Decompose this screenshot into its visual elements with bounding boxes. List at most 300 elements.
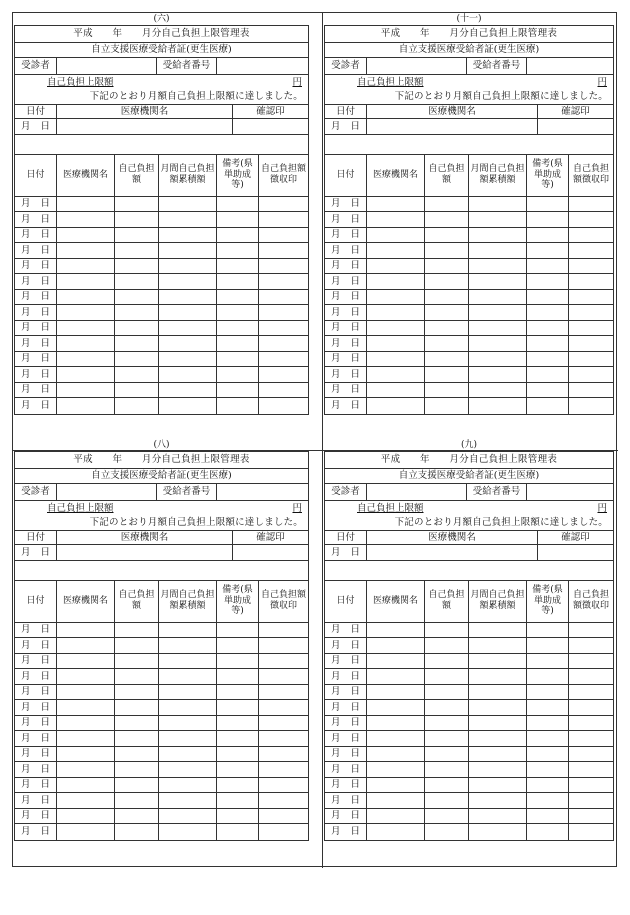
row-seal-cell[interactable] bbox=[259, 243, 308, 258]
row-cumulative-cell[interactable] bbox=[159, 762, 217, 777]
row-remarks-cell[interactable] bbox=[527, 352, 569, 367]
row-seal-cell[interactable] bbox=[569, 197, 613, 212]
row-seal-cell[interactable] bbox=[569, 762, 613, 777]
row-remarks-cell[interactable] bbox=[217, 274, 259, 289]
row-date-cell[interactable]: 月 日 bbox=[325, 259, 367, 274]
row-cumulative-cell[interactable] bbox=[159, 259, 217, 274]
row-copay-cell[interactable] bbox=[115, 259, 159, 274]
confirm-seal-cell[interactable] bbox=[233, 545, 308, 560]
row-date-cell[interactable]: 月 日 bbox=[325, 398, 367, 414]
row-date-cell[interactable]: 月 日 bbox=[325, 623, 367, 638]
row-cumulative-cell[interactable] bbox=[159, 669, 217, 684]
row-remarks-cell[interactable] bbox=[217, 352, 259, 367]
row-remarks-cell[interactable] bbox=[217, 731, 259, 746]
row-seal-cell[interactable] bbox=[259, 716, 308, 731]
row-institution-cell[interactable] bbox=[367, 321, 425, 336]
row-cumulative-cell[interactable] bbox=[159, 352, 217, 367]
row-seal-cell[interactable] bbox=[569, 685, 613, 700]
row-cumulative-cell[interactable] bbox=[159, 243, 217, 258]
row-cumulative-cell[interactable] bbox=[469, 243, 527, 258]
row-institution-cell[interactable] bbox=[367, 336, 425, 351]
row-seal-cell[interactable] bbox=[569, 778, 613, 793]
row-copay-cell[interactable] bbox=[425, 228, 469, 243]
row-seal-cell[interactable] bbox=[259, 274, 308, 289]
row-institution-cell[interactable] bbox=[57, 762, 115, 777]
row-date-cell[interactable]: 月 日 bbox=[15, 638, 57, 653]
row-copay-cell[interactable] bbox=[115, 669, 159, 684]
row-seal-cell[interactable] bbox=[259, 228, 308, 243]
row-remarks-cell[interactable] bbox=[217, 654, 259, 669]
confirm-date-cell[interactable]: 月 日 bbox=[325, 119, 367, 134]
row-institution-cell[interactable] bbox=[367, 638, 425, 653]
row-remarks-cell[interactable] bbox=[217, 778, 259, 793]
row-seal-cell[interactable] bbox=[569, 398, 613, 414]
row-copay-cell[interactable] bbox=[425, 731, 469, 746]
confirm-seal-cell[interactable] bbox=[233, 119, 308, 134]
row-copay-cell[interactable] bbox=[115, 352, 159, 367]
row-date-cell[interactable]: 月 日 bbox=[15, 367, 57, 382]
row-remarks-cell[interactable] bbox=[527, 700, 569, 715]
row-remarks-cell[interactable] bbox=[217, 259, 259, 274]
recipient-number-field[interactable] bbox=[217, 484, 308, 500]
row-cumulative-cell[interactable] bbox=[159, 747, 217, 762]
row-institution-cell[interactable] bbox=[367, 669, 425, 684]
row-copay-cell[interactable] bbox=[425, 716, 469, 731]
row-cumulative-cell[interactable] bbox=[469, 212, 527, 227]
row-date-cell[interactable]: 月 日 bbox=[325, 809, 367, 824]
row-cumulative-cell[interactable] bbox=[159, 654, 217, 669]
row-remarks-cell[interactable] bbox=[527, 383, 569, 398]
confirm-institution-cell[interactable] bbox=[367, 545, 538, 560]
row-cumulative-cell[interactable] bbox=[469, 731, 527, 746]
row-seal-cell[interactable] bbox=[569, 367, 613, 382]
row-cumulative-cell[interactable] bbox=[159, 212, 217, 227]
row-seal-cell[interactable] bbox=[259, 669, 308, 684]
row-date-cell[interactable]: 月 日 bbox=[15, 731, 57, 746]
row-remarks-cell[interactable] bbox=[217, 321, 259, 336]
row-copay-cell[interactable] bbox=[425, 259, 469, 274]
row-institution-cell[interactable] bbox=[57, 654, 115, 669]
row-copay-cell[interactable] bbox=[115, 398, 159, 414]
row-seal-cell[interactable] bbox=[259, 336, 308, 351]
row-copay-cell[interactable] bbox=[115, 367, 159, 382]
row-seal-cell[interactable] bbox=[569, 716, 613, 731]
row-date-cell[interactable]: 月 日 bbox=[15, 305, 57, 320]
row-institution-cell[interactable] bbox=[367, 731, 425, 746]
row-institution-cell[interactable] bbox=[57, 638, 115, 653]
row-remarks-cell[interactable] bbox=[217, 243, 259, 258]
row-remarks-cell[interactable] bbox=[217, 305, 259, 320]
row-date-cell[interactable]: 月 日 bbox=[325, 731, 367, 746]
row-remarks-cell[interactable] bbox=[527, 623, 569, 638]
row-remarks-cell[interactable] bbox=[217, 197, 259, 212]
row-institution-cell[interactable] bbox=[57, 197, 115, 212]
row-institution-cell[interactable] bbox=[367, 762, 425, 777]
row-date-cell[interactable]: 月 日 bbox=[325, 700, 367, 715]
row-seal-cell[interactable] bbox=[569, 274, 613, 289]
row-cumulative-cell[interactable] bbox=[469, 824, 527, 840]
row-cumulative-cell[interactable] bbox=[469, 700, 527, 715]
row-seal-cell[interactable] bbox=[569, 809, 613, 824]
row-remarks-cell[interactable] bbox=[527, 731, 569, 746]
row-copay-cell[interactable] bbox=[115, 305, 159, 320]
row-cumulative-cell[interactable] bbox=[159, 824, 217, 840]
row-institution-cell[interactable] bbox=[57, 290, 115, 305]
confirm-institution-cell[interactable] bbox=[57, 119, 233, 134]
row-seal-cell[interactable] bbox=[569, 305, 613, 320]
row-remarks-cell[interactable] bbox=[527, 716, 569, 731]
row-seal-cell[interactable] bbox=[569, 824, 613, 840]
row-date-cell[interactable]: 月 日 bbox=[325, 197, 367, 212]
row-institution-cell[interactable] bbox=[367, 747, 425, 762]
row-cumulative-cell[interactable] bbox=[159, 809, 217, 824]
row-remarks-cell[interactable] bbox=[527, 243, 569, 258]
row-seal-cell[interactable] bbox=[259, 305, 308, 320]
row-institution-cell[interactable] bbox=[367, 654, 425, 669]
row-institution-cell[interactable] bbox=[367, 228, 425, 243]
row-copay-cell[interactable] bbox=[425, 700, 469, 715]
row-date-cell[interactable]: 月 日 bbox=[15, 793, 57, 808]
row-institution-cell[interactable] bbox=[367, 793, 425, 808]
row-cumulative-cell[interactable] bbox=[469, 274, 527, 289]
row-remarks-cell[interactable] bbox=[217, 383, 259, 398]
row-cumulative-cell[interactable] bbox=[159, 290, 217, 305]
row-copay-cell[interactable] bbox=[115, 290, 159, 305]
row-date-cell[interactable]: 月 日 bbox=[15, 762, 57, 777]
row-copay-cell[interactable] bbox=[425, 274, 469, 289]
row-seal-cell[interactable] bbox=[569, 228, 613, 243]
confirm-institution-cell[interactable] bbox=[367, 119, 538, 134]
row-remarks-cell[interactable] bbox=[527, 367, 569, 382]
row-institution-cell[interactable] bbox=[57, 321, 115, 336]
row-date-cell[interactable]: 月 日 bbox=[15, 274, 57, 289]
row-copay-cell[interactable] bbox=[425, 321, 469, 336]
row-copay-cell[interactable] bbox=[115, 809, 159, 824]
row-cumulative-cell[interactable] bbox=[159, 383, 217, 398]
row-copay-cell[interactable] bbox=[425, 623, 469, 638]
row-copay-cell[interactable] bbox=[425, 762, 469, 777]
row-date-cell[interactable]: 月 日 bbox=[325, 669, 367, 684]
row-cumulative-cell[interactable] bbox=[159, 731, 217, 746]
row-remarks-cell[interactable] bbox=[527, 290, 569, 305]
row-seal-cell[interactable] bbox=[259, 623, 308, 638]
row-remarks-cell[interactable] bbox=[527, 259, 569, 274]
row-cumulative-cell[interactable] bbox=[469, 290, 527, 305]
row-institution-cell[interactable] bbox=[367, 700, 425, 715]
row-seal-cell[interactable] bbox=[569, 654, 613, 669]
row-cumulative-cell[interactable] bbox=[159, 305, 217, 320]
row-institution-cell[interactable] bbox=[57, 259, 115, 274]
row-seal-cell[interactable] bbox=[569, 793, 613, 808]
row-copay-cell[interactable] bbox=[425, 398, 469, 414]
row-cumulative-cell[interactable] bbox=[469, 685, 527, 700]
row-cumulative-cell[interactable] bbox=[159, 336, 217, 351]
row-institution-cell[interactable] bbox=[367, 824, 425, 840]
row-seal-cell[interactable] bbox=[259, 778, 308, 793]
row-remarks-cell[interactable] bbox=[527, 638, 569, 653]
row-date-cell[interactable]: 月 日 bbox=[15, 700, 57, 715]
row-seal-cell[interactable] bbox=[569, 352, 613, 367]
row-institution-cell[interactable] bbox=[367, 716, 425, 731]
row-institution-cell[interactable] bbox=[57, 212, 115, 227]
row-copay-cell[interactable] bbox=[115, 824, 159, 840]
row-date-cell[interactable]: 月 日 bbox=[15, 352, 57, 367]
row-copay-cell[interactable] bbox=[115, 243, 159, 258]
row-copay-cell[interactable] bbox=[115, 731, 159, 746]
row-copay-cell[interactable] bbox=[115, 716, 159, 731]
row-copay-cell[interactable] bbox=[425, 290, 469, 305]
row-seal-cell[interactable] bbox=[569, 243, 613, 258]
row-cumulative-cell[interactable] bbox=[469, 778, 527, 793]
row-remarks-cell[interactable] bbox=[217, 290, 259, 305]
row-remarks-cell[interactable] bbox=[217, 793, 259, 808]
row-date-cell[interactable]: 月 日 bbox=[15, 321, 57, 336]
row-remarks-cell[interactable] bbox=[217, 762, 259, 777]
row-copay-cell[interactable] bbox=[425, 383, 469, 398]
row-copay-cell[interactable] bbox=[425, 638, 469, 653]
row-institution-cell[interactable] bbox=[57, 367, 115, 382]
row-date-cell[interactable]: 月 日 bbox=[15, 336, 57, 351]
row-date-cell[interactable]: 月 日 bbox=[15, 259, 57, 274]
row-copay-cell[interactable] bbox=[425, 336, 469, 351]
row-cumulative-cell[interactable] bbox=[159, 700, 217, 715]
row-date-cell[interactable]: 月 日 bbox=[325, 383, 367, 398]
row-cumulative-cell[interactable] bbox=[469, 638, 527, 653]
row-remarks-cell[interactable] bbox=[217, 212, 259, 227]
row-date-cell[interactable]: 月 日 bbox=[15, 212, 57, 227]
row-remarks-cell[interactable] bbox=[527, 305, 569, 320]
row-date-cell[interactable]: 月 日 bbox=[15, 809, 57, 824]
row-remarks-cell[interactable] bbox=[527, 762, 569, 777]
row-cumulative-cell[interactable] bbox=[469, 197, 527, 212]
row-remarks-cell[interactable] bbox=[217, 336, 259, 351]
row-cumulative-cell[interactable] bbox=[159, 685, 217, 700]
row-institution-cell[interactable] bbox=[57, 336, 115, 351]
row-remarks-cell[interactable] bbox=[217, 623, 259, 638]
row-cumulative-cell[interactable] bbox=[159, 638, 217, 653]
row-cumulative-cell[interactable] bbox=[159, 716, 217, 731]
row-copay-cell[interactable] bbox=[115, 654, 159, 669]
row-date-cell[interactable]: 月 日 bbox=[325, 228, 367, 243]
row-date-cell[interactable]: 月 日 bbox=[325, 762, 367, 777]
row-seal-cell[interactable] bbox=[259, 731, 308, 746]
row-date-cell[interactable]: 月 日 bbox=[15, 398, 57, 414]
row-remarks-cell[interactable] bbox=[217, 669, 259, 684]
row-institution-cell[interactable] bbox=[57, 352, 115, 367]
row-remarks-cell[interactable] bbox=[527, 212, 569, 227]
row-seal-cell[interactable] bbox=[259, 685, 308, 700]
patient-field[interactable] bbox=[367, 58, 467, 74]
row-seal-cell[interactable] bbox=[259, 747, 308, 762]
row-seal-cell[interactable] bbox=[259, 654, 308, 669]
row-remarks-cell[interactable] bbox=[527, 321, 569, 336]
row-date-cell[interactable]: 月 日 bbox=[325, 290, 367, 305]
row-copay-cell[interactable] bbox=[425, 654, 469, 669]
confirm-seal-cell[interactable] bbox=[538, 119, 613, 134]
row-cumulative-cell[interactable] bbox=[469, 367, 527, 382]
row-remarks-cell[interactable] bbox=[527, 824, 569, 840]
row-remarks-cell[interactable] bbox=[527, 669, 569, 684]
row-copay-cell[interactable] bbox=[425, 352, 469, 367]
row-date-cell[interactable]: 月 日 bbox=[325, 274, 367, 289]
row-seal-cell[interactable] bbox=[259, 259, 308, 274]
row-institution-cell[interactable] bbox=[57, 731, 115, 746]
row-copay-cell[interactable] bbox=[115, 700, 159, 715]
row-remarks-cell[interactable] bbox=[527, 778, 569, 793]
row-date-cell[interactable]: 月 日 bbox=[15, 228, 57, 243]
row-remarks-cell[interactable] bbox=[217, 638, 259, 653]
row-date-cell[interactable]: 月 日 bbox=[15, 197, 57, 212]
row-remarks-cell[interactable] bbox=[217, 809, 259, 824]
row-cumulative-cell[interactable] bbox=[159, 398, 217, 414]
row-copay-cell[interactable] bbox=[425, 685, 469, 700]
row-cumulative-cell[interactable] bbox=[159, 793, 217, 808]
row-seal-cell[interactable] bbox=[569, 731, 613, 746]
row-cumulative-cell[interactable] bbox=[469, 762, 527, 777]
confirm-institution-cell[interactable] bbox=[57, 545, 233, 560]
row-cumulative-cell[interactable] bbox=[469, 669, 527, 684]
row-institution-cell[interactable] bbox=[57, 243, 115, 258]
row-institution-cell[interactable] bbox=[57, 716, 115, 731]
row-cumulative-cell[interactable] bbox=[469, 716, 527, 731]
row-copay-cell[interactable] bbox=[425, 367, 469, 382]
row-seal-cell[interactable] bbox=[569, 669, 613, 684]
row-seal-cell[interactable] bbox=[569, 321, 613, 336]
row-seal-cell[interactable] bbox=[569, 623, 613, 638]
row-institution-cell[interactable] bbox=[57, 793, 115, 808]
row-date-cell[interactable]: 月 日 bbox=[325, 336, 367, 351]
row-institution-cell[interactable] bbox=[367, 623, 425, 638]
row-seal-cell[interactable] bbox=[259, 809, 308, 824]
row-copay-cell[interactable] bbox=[115, 228, 159, 243]
row-seal-cell[interactable] bbox=[259, 321, 308, 336]
row-copay-cell[interactable] bbox=[425, 243, 469, 258]
row-seal-cell[interactable] bbox=[569, 747, 613, 762]
row-institution-cell[interactable] bbox=[367, 274, 425, 289]
row-seal-cell[interactable] bbox=[259, 398, 308, 414]
row-date-cell[interactable]: 月 日 bbox=[325, 352, 367, 367]
row-date-cell[interactable]: 月 日 bbox=[325, 824, 367, 840]
row-institution-cell[interactable] bbox=[57, 383, 115, 398]
row-institution-cell[interactable] bbox=[367, 398, 425, 414]
row-cumulative-cell[interactable] bbox=[469, 623, 527, 638]
row-seal-cell[interactable] bbox=[569, 336, 613, 351]
confirm-date-cell[interactable]: 月 日 bbox=[15, 119, 57, 134]
row-institution-cell[interactable] bbox=[367, 212, 425, 227]
row-cumulative-cell[interactable] bbox=[159, 228, 217, 243]
row-seal-cell[interactable] bbox=[259, 824, 308, 840]
row-copay-cell[interactable] bbox=[115, 212, 159, 227]
row-copay-cell[interactable] bbox=[115, 321, 159, 336]
row-date-cell[interactable]: 月 日 bbox=[15, 824, 57, 840]
row-date-cell[interactable]: 月 日 bbox=[325, 716, 367, 731]
row-date-cell[interactable]: 月 日 bbox=[15, 747, 57, 762]
recipient-number-field[interactable] bbox=[217, 58, 308, 74]
row-copay-cell[interactable] bbox=[425, 197, 469, 212]
row-institution-cell[interactable] bbox=[57, 228, 115, 243]
row-date-cell[interactable]: 月 日 bbox=[325, 367, 367, 382]
row-remarks-cell[interactable] bbox=[527, 197, 569, 212]
row-date-cell[interactable]: 月 日 bbox=[325, 638, 367, 653]
row-cumulative-cell[interactable] bbox=[159, 274, 217, 289]
row-date-cell[interactable]: 月 日 bbox=[15, 243, 57, 258]
row-institution-cell[interactable] bbox=[57, 809, 115, 824]
row-institution-cell[interactable] bbox=[367, 809, 425, 824]
row-seal-cell[interactable] bbox=[259, 793, 308, 808]
row-copay-cell[interactable] bbox=[425, 669, 469, 684]
row-seal-cell[interactable] bbox=[569, 638, 613, 653]
row-institution-cell[interactable] bbox=[57, 305, 115, 320]
row-remarks-cell[interactable] bbox=[527, 685, 569, 700]
row-date-cell[interactable]: 月 日 bbox=[15, 290, 57, 305]
row-seal-cell[interactable] bbox=[259, 383, 308, 398]
row-remarks-cell[interactable] bbox=[217, 398, 259, 414]
row-date-cell[interactable]: 月 日 bbox=[325, 654, 367, 669]
row-remarks-cell[interactable] bbox=[527, 228, 569, 243]
row-institution-cell[interactable] bbox=[367, 383, 425, 398]
row-remarks-cell[interactable] bbox=[217, 367, 259, 382]
row-copay-cell[interactable] bbox=[115, 778, 159, 793]
confirm-seal-cell[interactable] bbox=[538, 545, 613, 560]
row-seal-cell[interactable] bbox=[259, 197, 308, 212]
row-cumulative-cell[interactable] bbox=[159, 778, 217, 793]
row-institution-cell[interactable] bbox=[367, 305, 425, 320]
row-institution-cell[interactable] bbox=[57, 747, 115, 762]
row-seal-cell[interactable] bbox=[259, 290, 308, 305]
row-date-cell[interactable]: 月 日 bbox=[325, 243, 367, 258]
row-institution-cell[interactable] bbox=[367, 778, 425, 793]
row-institution-cell[interactable] bbox=[57, 623, 115, 638]
confirm-date-cell[interactable]: 月 日 bbox=[325, 545, 367, 560]
row-date-cell[interactable]: 月 日 bbox=[15, 669, 57, 684]
row-copay-cell[interactable] bbox=[115, 685, 159, 700]
row-cumulative-cell[interactable] bbox=[469, 793, 527, 808]
row-cumulative-cell[interactable] bbox=[469, 809, 527, 824]
row-institution-cell[interactable] bbox=[57, 778, 115, 793]
row-cumulative-cell[interactable] bbox=[469, 352, 527, 367]
row-seal-cell[interactable] bbox=[569, 290, 613, 305]
row-copay-cell[interactable] bbox=[425, 809, 469, 824]
row-date-cell[interactable]: 月 日 bbox=[325, 778, 367, 793]
row-cumulative-cell[interactable] bbox=[469, 383, 527, 398]
row-remarks-cell[interactable] bbox=[527, 398, 569, 414]
row-remarks-cell[interactable] bbox=[527, 274, 569, 289]
recipient-number-field[interactable] bbox=[527, 484, 613, 500]
row-institution-cell[interactable] bbox=[367, 243, 425, 258]
row-cumulative-cell[interactable] bbox=[159, 367, 217, 382]
row-institution-cell[interactable] bbox=[57, 669, 115, 684]
row-seal-cell[interactable] bbox=[569, 700, 613, 715]
row-remarks-cell[interactable] bbox=[217, 747, 259, 762]
row-institution-cell[interactable] bbox=[57, 700, 115, 715]
row-remarks-cell[interactable] bbox=[217, 700, 259, 715]
row-institution-cell[interactable] bbox=[367, 290, 425, 305]
row-cumulative-cell[interactable] bbox=[159, 197, 217, 212]
row-remarks-cell[interactable] bbox=[217, 685, 259, 700]
row-remarks-cell[interactable] bbox=[217, 824, 259, 840]
row-remarks-cell[interactable] bbox=[217, 228, 259, 243]
row-seal-cell[interactable] bbox=[569, 259, 613, 274]
row-copay-cell[interactable] bbox=[425, 212, 469, 227]
row-date-cell[interactable]: 月 日 bbox=[15, 654, 57, 669]
row-copay-cell[interactable] bbox=[425, 305, 469, 320]
row-cumulative-cell[interactable] bbox=[469, 321, 527, 336]
row-date-cell[interactable]: 月 日 bbox=[15, 623, 57, 638]
row-date-cell[interactable]: 月 日 bbox=[15, 778, 57, 793]
row-cumulative-cell[interactable] bbox=[469, 305, 527, 320]
row-remarks-cell[interactable] bbox=[527, 747, 569, 762]
row-copay-cell[interactable] bbox=[115, 747, 159, 762]
